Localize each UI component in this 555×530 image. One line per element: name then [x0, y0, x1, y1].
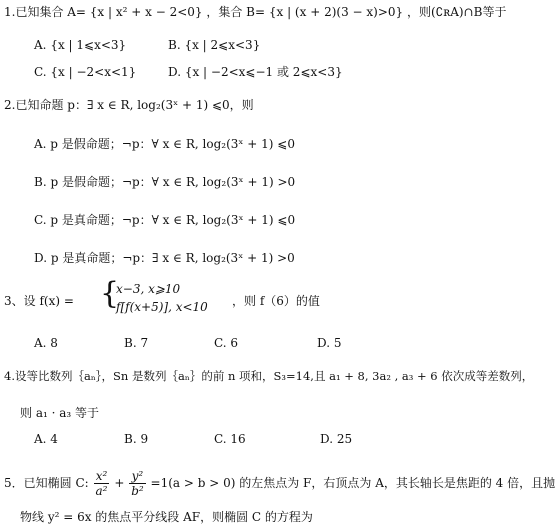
question-4-stem-line1: 4.设等比数列｛aₙ｝，Sn 是数列｛aₙ｝的前 n 项和，S₃=14,且 a₁ + 8, 3a₂ , a₃ + 6 依次成等差数列， [4, 369, 534, 383]
piecewise-case-1: x−3, x⩾10 [116, 282, 181, 296]
q1-option-c-text: {x | −2<x<1} [50, 65, 137, 79]
q1-option-b-text: {x | 2⩽x<3} [184, 38, 261, 52]
fraction-1-numerator: x² [94, 469, 110, 484]
q1-option-c [34, 64, 136, 80]
q1-option-d-text: {x | −2<x⩽−1 或 2⩽x<3} [184, 65, 343, 79]
question-4-stem-line2: 则 a₁ · a₃ 等于 [20, 406, 100, 420]
question-2-stem: 2.已知命题 p：∃ x ∈ R, log₂(3ˣ + 1) ⩽0，则 [4, 98, 254, 112]
question-3-prefix: 3、设 f(x) = [4, 294, 74, 308]
fraction-2-denominator: b² [131, 484, 144, 498]
question-1-stem: 1.已知集合 A= {x | x² + x − 2<0} ，集合 B= {x | (x + 2)(3 − x)>0} ，则(∁ʀA)∩B等于 [4, 5, 507, 19]
q1-option-d [168, 64, 343, 80]
x-over-a-fraction [94, 469, 110, 498]
fraction-1-denominator: a² [95, 484, 108, 498]
q1-option-d-letter: D. [168, 65, 182, 79]
q2-option-c: C. p 是真命题；¬p：∀ x ∈ R, log₂(3ˣ + 1) ⩽0 [34, 213, 296, 227]
q3-option-c: C. 6 [214, 336, 239, 350]
piecewise-brace: { [100, 276, 120, 311]
q5-suffix: =1(a > b > 0) 的左焦点为 F，右顶点为 A，其长轴长是焦距的 4 倍，且抛 [150, 476, 555, 490]
q2-option-d: D. p 是真命题；¬p：∃ x ∈ R, log₂(3ˣ + 1) >0 [34, 251, 295, 265]
q4-option-c: C. 16 [214, 432, 246, 446]
q2-option-b: B. p 是假命题；¬p：∀ x ∈ R, log₂(3ˣ + 1) >0 [34, 175, 296, 189]
q4-option-d: D. 25 [320, 432, 353, 446]
q4-option-a: A. 4 [34, 432, 58, 446]
q4-option-b: B. 9 [124, 432, 149, 446]
q1-option-a-text: {x | 1⩽x<3} [50, 38, 127, 52]
q1-option-b-letter: B. [168, 38, 181, 52]
q3-option-a: A. 8 [34, 336, 58, 350]
q3-option-d: D. 5 [317, 336, 342, 350]
question-3-suffix: ，则 f（6）的值 [232, 294, 320, 308]
question-5-stem-line2: 物线 y² = 6x 的焦点平分线段 AF，则椭圆 C 的方程为 [20, 510, 313, 524]
q1-option-a [34, 37, 126, 53]
piecewise-case-2: f[f(x+5)], x<10 [116, 300, 208, 314]
q5-plus: + [114, 476, 125, 490]
question-5-stem-line1 [4, 467, 555, 499]
q1-option-a-letter: A. [34, 38, 47, 52]
fraction-2-numerator: y² [129, 469, 146, 484]
q1-option-c-letter: C. [34, 65, 47, 79]
q3-option-b: B. 7 [124, 336, 149, 350]
q2-option-a: A. p 是假命题；¬p：∀ x ∈ R, log₂(3ˣ + 1) ⩽0 [34, 137, 295, 151]
q1-option-b [168, 37, 260, 53]
q5-prefix: 5．已知椭圆 C: [4, 476, 89, 490]
y-over-b-fraction [129, 469, 146, 498]
